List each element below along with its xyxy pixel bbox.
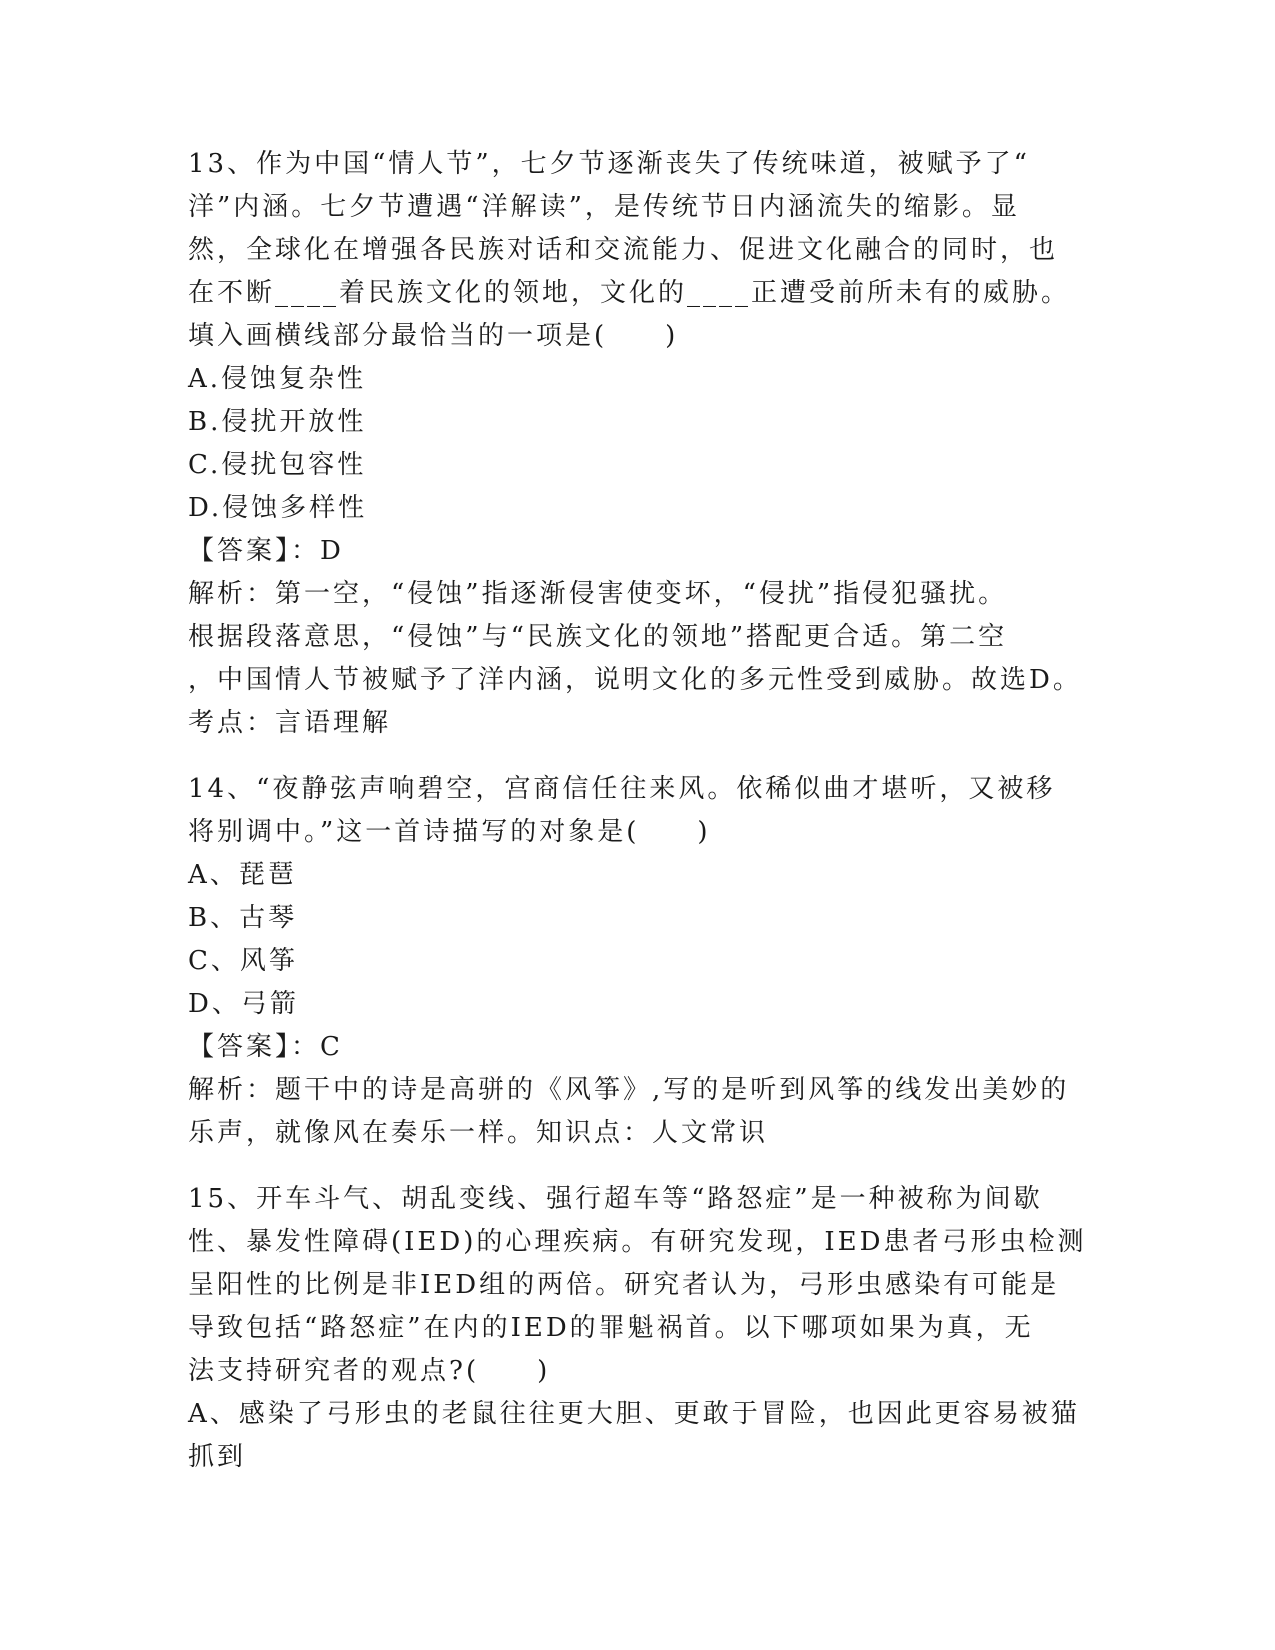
question-spacer <box>188 1155 1088 1178</box>
question-13-option-c: C.侵扰包容性 <box>188 450 367 480</box>
question-14-analysis-line-1: 解析：题干中的诗是高骈的《风筝》,写的是听到风筝的线发出美妙的 <box>188 1075 1070 1105</box>
question-14-stem-line-2: 将别调中。”这一首诗描写的对象是( ) <box>188 817 711 847</box>
question-15-stem-line-5: 法支持研究者的观点?( ) <box>188 1356 551 1386</box>
question-13-analysis-line-4: 考点：言语理解 <box>188 708 392 738</box>
question-14-option-d: D、弓箭 <box>188 989 299 1019</box>
question-13-analysis-line-1: 解析：第一空，“侵蚀”指逐渐侵害使变坏，“侵扰”指侵犯骚扰。 <box>188 579 1008 609</box>
question-14-option-a: A、琵琶 <box>188 860 297 890</box>
question-13-analysis-line-3: ，中国情人节被赋予了洋内涵，说明文化的多元性受到威胁。故选D。 <box>188 665 1082 695</box>
question-14-answer: 【答案】：C <box>188 1032 343 1062</box>
question-13-stem-line-1: 13、作为中国“情人节”，七夕节逐渐丧失了传统味道，被赋予了“ <box>188 149 1030 179</box>
question-15-stem-line-4: 导致包括“路怒症”在内的IED的罪魁祸首。以下哪项如果为真，无 <box>188 1313 1034 1343</box>
question-15-stem-line-1: 15、开车斗气、胡乱变线、强行超车等“路怒症”是一种被称为间歇 <box>188 1184 1043 1214</box>
question-14-option-c: C、风筝 <box>188 946 298 976</box>
question-13-stem-line-4: 在不断____着民族文化的领地，文化的____正遭受前所未有的威胁。 <box>188 278 1071 308</box>
question-13-stem-line-5: 填入画横线部分最恰当的一项是( ) <box>188 321 679 351</box>
question-14-option-b: B、古琴 <box>188 903 298 933</box>
question-15-stem-line-3: 呈阳性的比例是非IED组的两倍。研究者认为，弓形虫感染有可能是 <box>188 1270 1060 1300</box>
question-13-option-a: A.侵蚀复杂性 <box>188 364 367 394</box>
question-13-analysis-line-2: 根据段落意思，“侵蚀”与“民族文化的领地”搭配更合适。第二空 <box>188 622 1008 652</box>
question-13-option-d: D.侵蚀多样性 <box>188 493 368 523</box>
question-13 <box>188 143 1088 745</box>
question-13-stem-line-2: 洋”内涵。七夕节遭遇“洋解读”，是传统节日内涵流失的缩影。显 <box>188 192 1020 222</box>
question-14 <box>188 768 1088 1155</box>
question-15 <box>188 1178 1088 1479</box>
document-page <box>188 143 1088 1479</box>
question-13-stem-line-3: 然，全球化在增强各民族对话和交流能力、促进文化融合的同时，也 <box>188 235 1059 265</box>
question-14-stem-line-1: 14、“夜静弦声响碧空，宫商信任往来风。依稀似曲才堪听，又被移 <box>188 774 1056 804</box>
question-13-option-b: B.侵扰开放性 <box>188 407 367 437</box>
question-15-option-a-line-1: A、感染了弓形虫的老鼠往往更大胆、更敢于冒险，也因此更容易被猫 <box>188 1399 1080 1429</box>
question-14-analysis-line-2: 乐声，就像风在奏乐一样。知识点：人文常识 <box>188 1118 769 1148</box>
question-15-option-a-line-2: 抓到 <box>188 1442 247 1472</box>
question-13-answer: 【答案】：D <box>188 536 344 566</box>
question-15-stem-line-2: 性、暴发性障碍(IED)的心理疾病。有研究发现，IED患者弓形虫检测 <box>188 1227 1087 1257</box>
question-spacer <box>188 745 1088 768</box>
